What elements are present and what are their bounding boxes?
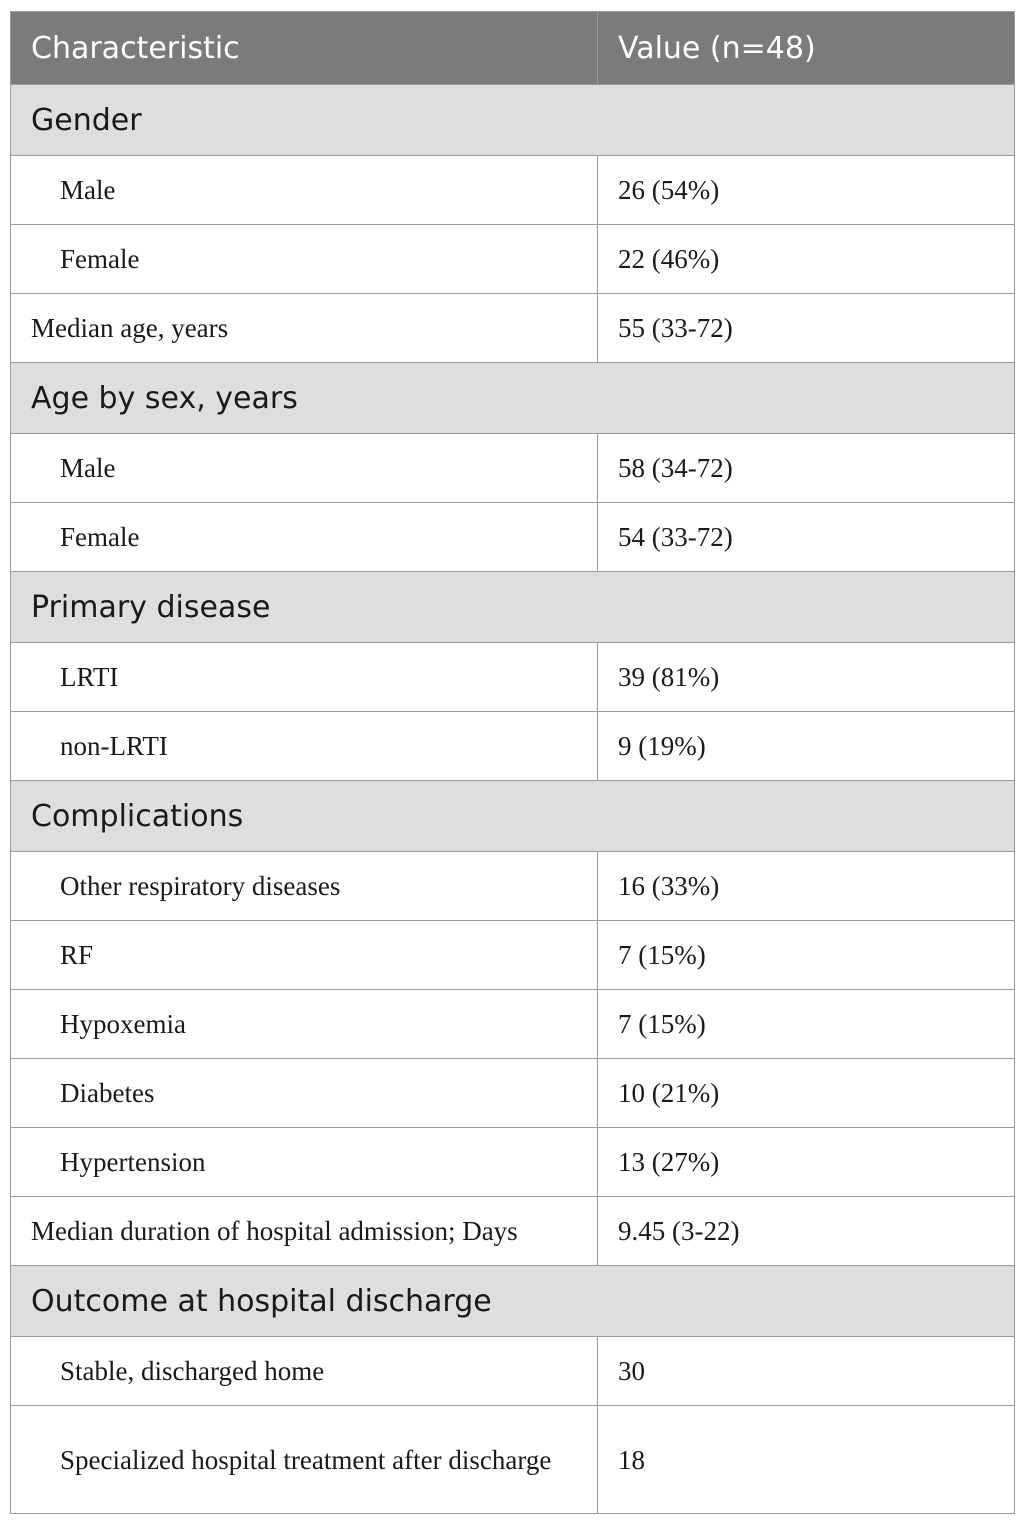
- row-label: Female: [11, 503, 598, 572]
- table-row: [11, 156, 1015, 225]
- row-value: 18: [598, 1406, 1015, 1514]
- row-value: 39 (81%): [598, 643, 1015, 712]
- column-header-characteristic: Characteristic: [11, 12, 598, 85]
- section-row: [11, 1266, 1015, 1337]
- row-value: 7 (15%): [598, 990, 1015, 1059]
- section-row: [11, 572, 1015, 643]
- row-value: 9.45 (3-22): [598, 1197, 1015, 1266]
- table-row: [11, 1059, 1015, 1128]
- row-label: Diabetes: [11, 1059, 598, 1128]
- section-label: Age by sex, years: [11, 363, 1015, 434]
- row-value: 7 (15%): [598, 921, 1015, 990]
- row-label: Median age, years: [11, 294, 598, 363]
- row-value: 10 (21%): [598, 1059, 1015, 1128]
- column-header-value: Value (n=48): [598, 12, 1015, 85]
- table-row: [11, 1128, 1015, 1197]
- section-label: Complications: [11, 781, 1015, 852]
- row-value: 54 (33-72): [598, 503, 1015, 572]
- table-row: [11, 712, 1015, 781]
- row-label: LRTI: [11, 643, 598, 712]
- table-row: [11, 1406, 1015, 1514]
- row-label: Male: [11, 434, 598, 503]
- table-row: [11, 852, 1015, 921]
- section-row: [11, 363, 1015, 434]
- table-header-row: [11, 12, 1015, 85]
- table-row: [11, 434, 1015, 503]
- row-value: 55 (33-72): [598, 294, 1015, 363]
- table-row: [11, 503, 1015, 572]
- row-label: RF: [11, 921, 598, 990]
- section-row: [11, 781, 1015, 852]
- table-row: [11, 294, 1015, 363]
- row-label: Other respiratory diseases: [11, 852, 598, 921]
- table-row: [11, 1197, 1015, 1266]
- table-row: [11, 225, 1015, 294]
- row-value: 58 (34-72): [598, 434, 1015, 503]
- row-value: 30: [598, 1337, 1015, 1406]
- row-label: Stable, discharged home: [11, 1337, 598, 1406]
- section-label: Gender: [11, 85, 1015, 156]
- characteristics-table: [10, 11, 1015, 1514]
- row-label: Hypertension: [11, 1128, 598, 1197]
- section-label: Outcome at hospital discharge: [11, 1266, 1015, 1337]
- row-label: Female: [11, 225, 598, 294]
- section-label: Primary disease: [11, 572, 1015, 643]
- row-value: 22 (46%): [598, 225, 1015, 294]
- section-row: [11, 85, 1015, 156]
- row-label: non-LRTI: [11, 712, 598, 781]
- row-value: 9 (19%): [598, 712, 1015, 781]
- row-label: Male: [11, 156, 598, 225]
- table-row: [11, 643, 1015, 712]
- table-row: [11, 990, 1015, 1059]
- table-row: [11, 1337, 1015, 1406]
- row-label: Specialized hospital treatment after discharge: [11, 1406, 598, 1514]
- row-label: Hypoxemia: [11, 990, 598, 1059]
- row-value: 16 (33%): [598, 852, 1015, 921]
- table-row: [11, 921, 1015, 990]
- table-body: [11, 85, 1015, 1514]
- row-value: 26 (54%): [598, 156, 1015, 225]
- row-label: Median duration of hospital admission; Days: [11, 1197, 598, 1266]
- row-value: 13 (27%): [598, 1128, 1015, 1197]
